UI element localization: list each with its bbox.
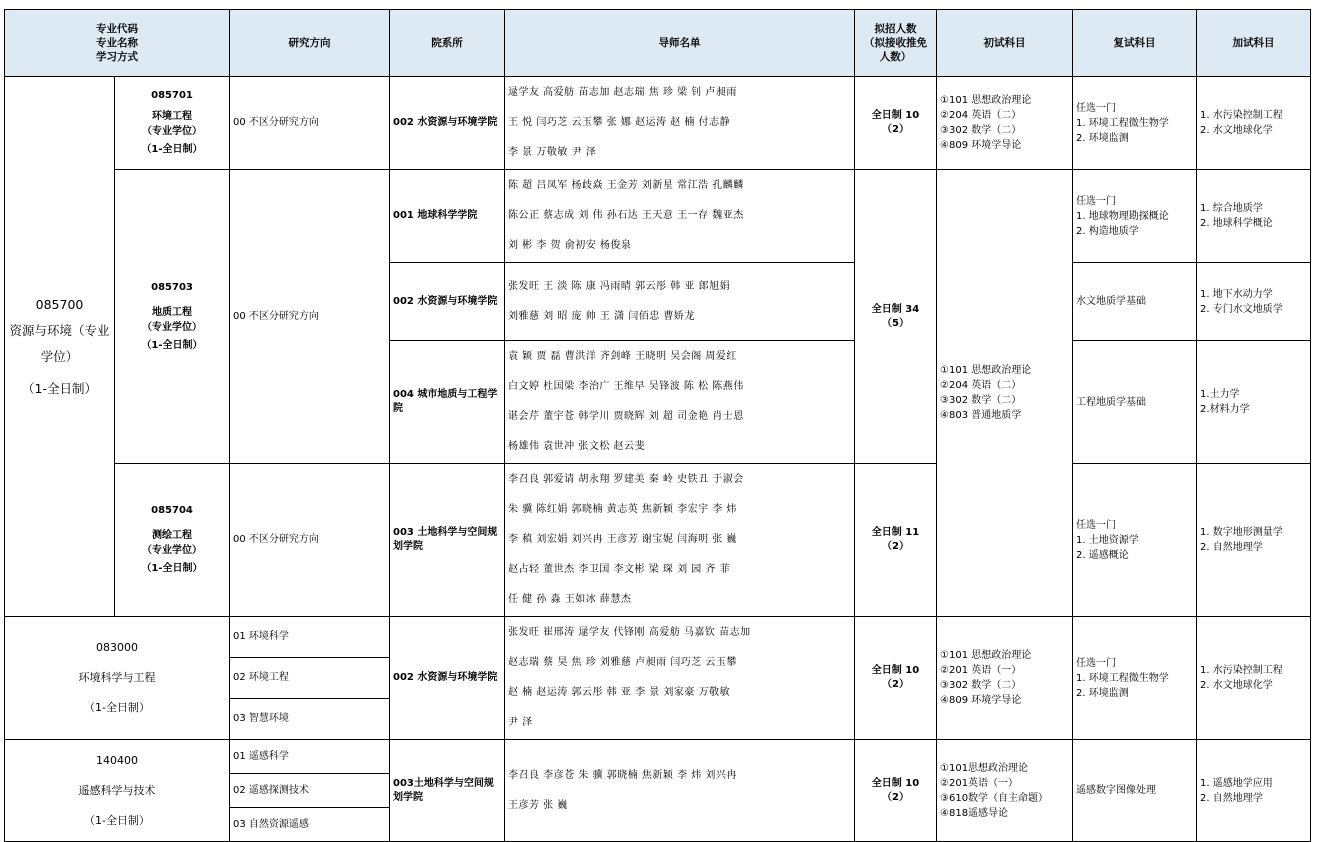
extra-subject: 2. 地球科学概论 — [1200, 218, 1273, 229]
tutor-line: 逯学友 高爱舫 苗志加 赵志瑞 焦 珍 梁 钊 卢昶雨 — [508, 87, 737, 98]
retest-subject: 任选一门 — [1076, 519, 1116, 531]
enroll-cell — [855, 77, 937, 170]
major-code: 085700 — [35, 296, 84, 312]
tutor-line: 李召良 郭爱请 胡永翔 罗建美 秦 岭 史铁丑 于淑会 — [508, 474, 744, 485]
extra-subject: 2. 水文地球化学 — [1200, 680, 1273, 691]
table-row — [5, 170, 1311, 263]
prelim-subject: ③302 数学（二） — [940, 125, 1022, 136]
enroll-cell — [855, 740, 937, 842]
header-enroll-line: 拟招人数 — [874, 23, 917, 35]
header-department: 院系所 — [390, 10, 505, 77]
header-direction: 研究方向 — [230, 10, 390, 77]
sub-major-name: 环境工程 — [152, 111, 192, 122]
enroll-cell — [855, 617, 937, 740]
extra-subject: 2. 自然地理学 — [1200, 542, 1263, 553]
tutor-line: 李召良 李彦苍 朱 骥 郭晓楠 焦新颖 李 炜 刘兴冉 — [508, 769, 737, 781]
major-mode: （1-全日制） — [84, 701, 150, 714]
direction-cell: 01 遥感科学 — [230, 740, 390, 774]
department-cell: 002 水资源与环境学院 — [390, 263, 505, 341]
table-row — [5, 77, 1311, 170]
direction-cell: 01 环境科学 — [230, 617, 390, 658]
tutor-list — [505, 170, 855, 263]
extra-subject: 1. 水污染控制工程 — [1200, 110, 1283, 121]
header-tutors: 导师名单 — [505, 10, 855, 77]
retest-subject: 2. 环境监测 — [1076, 687, 1129, 699]
sub-major-type: （专业学位） — [142, 321, 202, 333]
tutor-line: 朱 骥 陈红娟 郭晓楠 黄志英 焦新颖 李宏宇 李 炜 — [508, 504, 737, 515]
department-cell: 003土地科学与空间规划学院 — [390, 740, 505, 842]
header-extra: 加试科目 — [1197, 10, 1311, 77]
prelim-subject: ①101 思想政治理论 — [940, 95, 1032, 106]
tutor-line: 陈公正 蔡志成 刘 伟 孙石达 王天意 王一存 魏亚杰 — [508, 210, 744, 221]
major-cell — [5, 77, 115, 617]
header-row — [5, 10, 1311, 77]
extra-cell — [1197, 740, 1311, 842]
prelim-subject: ②201 英语（一） — [940, 665, 1022, 676]
retest-subject: 1. 土地资源学 — [1076, 534, 1139, 546]
tutor-line: 陈 超 吕凤军 杨歧焱 王金芳 刘新星 常江浩 孔麟麟 — [508, 180, 744, 191]
enroll-cell — [855, 170, 937, 464]
extra-subject: 2. 专门水文地质学 — [1200, 303, 1283, 315]
header-major-code: 专业代码 — [96, 23, 138, 35]
major-code: 140400 — [96, 753, 138, 767]
retest-subject: 水文地质学基础 — [1076, 296, 1146, 307]
header-major — [5, 10, 230, 77]
header-prelim: 初试科目 — [937, 10, 1073, 77]
major-mode: （1-全日制） — [22, 380, 97, 396]
sub-major-name: 地质工程 — [152, 306, 192, 318]
prelim-subject: ②204 英语（二） — [940, 110, 1022, 121]
retest-subject: 任选一门 — [1076, 657, 1116, 669]
retest-cell — [1073, 617, 1197, 740]
sub-major-mode: （1-全日制） — [141, 339, 203, 351]
retest-cell — [1073, 77, 1197, 170]
extra-subject: 1.土力学 — [1200, 389, 1240, 400]
tutor-line: 袁 颖 贾 磊 曹洪洋 齐剑峰 王晓明 吴会阁 周爱红 — [508, 351, 737, 362]
direction-cell: 02 环境工程 — [230, 658, 390, 699]
prelim-subject: ④818遥感导论 — [940, 807, 1009, 819]
header-retest: 复试科目 — [1073, 10, 1197, 77]
sub-major-type: （专业学位） — [142, 545, 202, 556]
tutor-line: 白文婷 杜国梁 李治广 王维早 吴锋波 陈 松 陈燕伟 — [508, 381, 744, 392]
tutor-line: 刘雅慈 刘 昭 庞 帅 王 潇 闫佰忠 曹娇龙 — [508, 310, 695, 322]
tutor-line: 张发旺 王 淡 陈 康 冯雨晴 郭云彤 韩 亚 郎旭娟 — [508, 280, 731, 292]
extra-cell — [1197, 170, 1311, 263]
tutor-list — [505, 740, 855, 842]
department-cell: 001 地球科学学院 — [390, 170, 505, 263]
header-enroll-line: （拟接收推免 — [864, 37, 927, 49]
retest-subject: 2. 遥感概论 — [1076, 549, 1129, 561]
enroll-count: 全日制 11 — [871, 527, 920, 538]
header-study-mode: 学习方式 — [96, 51, 138, 63]
extra-subject: 1. 数字地形测量学 — [1200, 527, 1283, 538]
retest-subject: 2. 环境监测 — [1076, 132, 1129, 144]
sub-major-mode: （1-全日制） — [141, 563, 203, 574]
tutor-line: 王彦芳 张 巍 — [508, 799, 568, 811]
retest-subject: 2. 构造地质学 — [1076, 225, 1139, 237]
sub-major-code: 085704 — [151, 505, 193, 516]
extra-subject: 2. 自然地理学 — [1200, 792, 1263, 804]
prelim-subject: ④803 普通地质学 — [940, 410, 1022, 421]
prelim-cell — [937, 170, 1073, 617]
department-cell: 002 水资源与环境学院 — [390, 617, 505, 740]
sub-major-type: （专业学位） — [142, 126, 202, 137]
prelim-subject: ①101 思想政治理论 — [940, 650, 1032, 661]
extra-subject: 1. 遥感地学应用 — [1200, 777, 1273, 789]
extra-subject: 1. 地下水动力学 — [1200, 288, 1273, 300]
major-cell — [5, 617, 230, 740]
header-enroll — [855, 10, 937, 77]
tutor-line: 赵志瑞 蔡 昊 焦 珍 刘雅慈 卢昶雨 闫巧芝 云玉攀 — [508, 657, 737, 668]
retest-subject: 工程地质学基础 — [1076, 396, 1146, 408]
extra-cell — [1197, 77, 1311, 170]
prelim-subject: ③302 数学（二） — [940, 395, 1022, 406]
tutor-list — [505, 617, 855, 740]
tutor-list — [505, 464, 855, 617]
sub-major-cell — [115, 170, 230, 464]
retest-subject: 遥感数字图像处理 — [1076, 785, 1156, 796]
prelim-subject: ③610数学（自主命题） — [940, 792, 1049, 804]
extra-subject: 2.材料力学 — [1200, 404, 1250, 415]
direction-cell: 00 不区分研究方向 — [230, 77, 390, 170]
sub-major-code: 085703 — [151, 281, 193, 293]
prelim-cell — [937, 740, 1073, 842]
sub-major-code: 085701 — [151, 90, 193, 101]
direction-cell: 00 不区分研究方向 — [230, 464, 390, 617]
tutor-list — [505, 263, 855, 341]
major-cell — [5, 740, 230, 842]
major-code: 083000 — [96, 641, 138, 654]
prelim-subject: ①101思想政治理论 — [940, 762, 1029, 774]
department-cell: 002 水资源与环境学院 — [390, 77, 505, 170]
sub-major-cell — [115, 464, 230, 617]
enroll-recommended: （2） — [882, 679, 909, 690]
header-major-name: 专业名称 — [96, 37, 138, 49]
enroll-cell — [855, 464, 937, 617]
tutor-line: 刘 彬 李 贺 俞初安 杨俊泉 — [508, 240, 632, 251]
tutor-line: 尹 泽 — [508, 717, 533, 728]
tutor-line: 赵 楠 赵运涛 郭云彤 韩 亚 李 景 刘家豪 万敬敏 — [508, 687, 731, 698]
enroll-recommended: （2） — [882, 124, 909, 135]
extra-subject: 2. 水文地球化学 — [1200, 125, 1273, 136]
extra-cell — [1197, 341, 1311, 464]
sub-major-mode: （1-全日制） — [141, 144, 203, 155]
prelim-subject: ②204 英语（二） — [940, 380, 1022, 391]
retest-cell — [1073, 263, 1197, 341]
prelim-subject: ④809 环境学导论 — [940, 140, 1022, 151]
prelim-subject: ②201英语（一） — [940, 777, 1019, 789]
direction-cell: 03 智慧环境 — [230, 699, 390, 740]
table-row — [5, 617, 1311, 658]
prelim-subject: ①101 思想政治理论 — [940, 365, 1032, 376]
retest-subject: 1. 环境工程微生物学 — [1076, 117, 1169, 129]
tutor-line: 杨雄伟 袁世冲 张文松 赵云斐 — [508, 441, 646, 452]
enroll-recommended: （5） — [882, 317, 909, 329]
major-name: 遥感科学与技术 — [78, 783, 156, 797]
retest-subject: 1. 地球物理勘探概论 — [1076, 210, 1169, 222]
major-name: 资源与环境（专业学位） — [9, 322, 110, 364]
major-mode: （1-全日制） — [84, 813, 150, 827]
enroll-count: 全日制 34 — [871, 303, 920, 315]
direction-cell: 02 遥感探测技术 — [230, 774, 390, 808]
enroll-count: 全日制 10 — [871, 110, 920, 121]
prelim-cell — [937, 617, 1073, 740]
table-row — [5, 740, 1311, 774]
sub-major-name: 测绘工程 — [152, 530, 192, 541]
prelim-subject: ④809 环境学导论 — [940, 695, 1022, 706]
tutor-line: 李 稹 刘宏娟 刘兴冉 王彦芳 谢宝妮 闫海明 张 巍 — [508, 534, 737, 545]
table-row — [5, 464, 1311, 617]
retest-subject: 1. 环境工程微生物学 — [1076, 672, 1169, 684]
sub-major-cell — [115, 77, 230, 170]
retest-cell — [1073, 740, 1197, 842]
enroll-count: 全日制 10 — [871, 665, 920, 676]
retest-cell — [1073, 464, 1197, 617]
retest-subject: 任选一门 — [1076, 195, 1116, 207]
retest-cell — [1073, 170, 1197, 263]
tutor-line: 谌会芹 董宇苍 韩学川 贾晓辉 刘 超 司金艳 肖士恩 — [508, 411, 744, 422]
extra-subject: 1. 综合地质学 — [1200, 203, 1263, 214]
direction-cell: 00 不区分研究方向 — [230, 170, 390, 464]
enroll-recommended: （2） — [882, 791, 909, 803]
department-cell: 004 城市地质与工程学院 — [390, 341, 505, 464]
department-cell: 003 土地科学与空间规划学院 — [390, 464, 505, 617]
retest-cell — [1073, 341, 1197, 464]
direction-cell: 03 自然资源遥感 — [230, 808, 390, 842]
prelim-cell — [937, 77, 1073, 170]
tutor-list — [505, 77, 855, 170]
tutor-line: 李 景 万敬敏 尹 泽 — [508, 147, 597, 158]
extra-cell — [1197, 464, 1311, 617]
tutor-line: 任 健 孙 淼 王如冰 薛慧杰 — [508, 594, 632, 605]
enroll-recommended: （2） — [882, 541, 909, 552]
retest-subject: 任选一门 — [1076, 102, 1116, 114]
header-enroll-line: 人数） — [879, 51, 912, 63]
enroll-count: 全日制 10 — [871, 777, 920, 789]
tutor-line: 赵占轻 董世杰 李卫国 李文彬 梁 琛 刘 园 齐 菲 — [508, 564, 731, 575]
extra-cell — [1197, 617, 1311, 740]
major-name: 环境科学与工程 — [78, 671, 156, 684]
prelim-subject: ③302 数学（二） — [940, 680, 1022, 691]
tutor-line: 张发旺 崔邢涛 逯学友 代锋刚 高爱舫 马嘉钦 苗志加 — [508, 627, 751, 638]
admission-table — [4, 9, 1311, 842]
tutor-line: 王 悦 闫巧芝 云玉攀 张 娜 赵运涛 赵 楠 付志静 — [508, 117, 731, 128]
extra-subject: 1. 水污染控制工程 — [1200, 665, 1283, 676]
extra-cell — [1197, 263, 1311, 341]
tutor-list — [505, 341, 855, 464]
